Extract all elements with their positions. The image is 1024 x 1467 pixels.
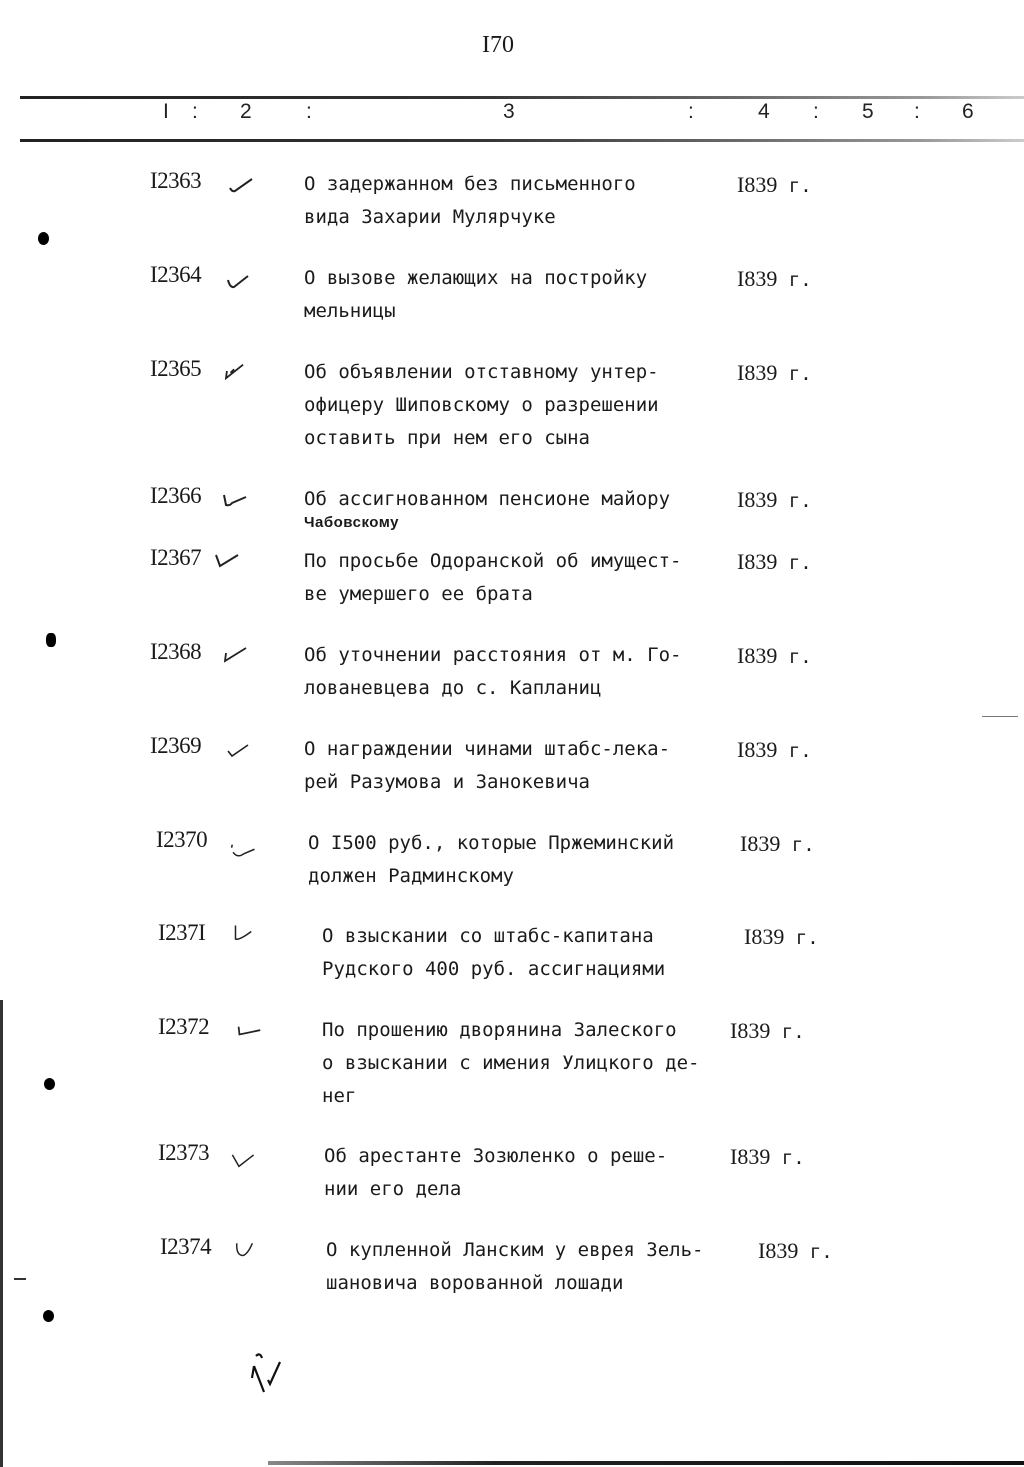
entry-number: I237I — [158, 920, 206, 945]
page-edge — [0, 1000, 3, 1467]
checkmark-icon — [230, 841, 256, 859]
page-bottom-edge — [268, 1461, 1024, 1465]
checkmark-icon — [226, 272, 252, 290]
checkmark-icon — [222, 362, 248, 380]
entry-number: I2366 — [150, 483, 202, 508]
entry-number: I2367 — [150, 545, 202, 570]
entry-year: I839 г. — [737, 266, 812, 291]
punch-hole-mark — [46, 633, 56, 647]
column-separator: : — [914, 100, 920, 123]
column-header-4: 4 — [758, 100, 770, 123]
entry-title: Об арестанте Зозюленко о реше- нии его дела — [324, 1145, 668, 1200]
entry-title: О задержанном без письменного вида Захарии Мулярчуке — [304, 173, 636, 228]
column-separator: : — [813, 100, 819, 123]
handwritten-annotation: Чабовскому — [304, 514, 400, 531]
column-header-1: I — [163, 100, 169, 123]
entry-number: I2364 — [150, 262, 202, 287]
checkmark-icon — [230, 924, 256, 942]
entry-title: О I500 руб., которые Пржеминский должен Радминскому — [308, 832, 675, 887]
checkmark-icon — [214, 551, 240, 569]
entry-year: I839 г. — [737, 360, 812, 385]
entry-title: О вызове желающих на постройку мельницы — [304, 267, 648, 322]
entry-year: I839 г. — [737, 643, 812, 668]
header-rule-bottom — [20, 139, 1024, 142]
checkmark-icon — [226, 741, 252, 759]
entry-year: I839 г. — [737, 549, 812, 574]
entry-year: I839 г. — [737, 737, 812, 762]
entry-number: I2373 — [158, 1140, 210, 1165]
punch-hole-mark — [44, 1078, 55, 1090]
entry-number: I2372 — [158, 1014, 210, 1039]
column-separator: : — [306, 100, 312, 123]
checkmark-icon — [222, 645, 248, 663]
entry-year: I839 г. — [740, 831, 815, 856]
column-separator: : — [192, 100, 198, 123]
entry-number: I2369 — [150, 733, 202, 758]
entry-number: I2365 — [150, 356, 202, 381]
entry-number: I2363 — [150, 168, 202, 193]
entry-number: I2370 — [156, 827, 208, 852]
entry-year: I839 г. — [758, 1238, 833, 1263]
entry-number: I2368 — [150, 639, 202, 664]
entry-title: О взыскании со штабс-капитана Рудского 400 руб. ассигнациями — [322, 925, 666, 980]
entry-year: I839 г. — [737, 487, 812, 512]
page-number: I70 — [482, 32, 514, 58]
signature-mark-icon — [244, 1350, 284, 1400]
checkmark-icon — [232, 1240, 258, 1258]
margin-dash-mark — [982, 716, 1018, 717]
checkmark-icon — [230, 1150, 256, 1168]
entry-title: Об объявлении отставному унтер- офицеру Шиповскому о разрешении оставить при нем его сына — [304, 361, 659, 449]
entry-title: Об ассигнованном пенсионе майору Чабовскому — [304, 488, 671, 531]
entry-title: О купленной Ланским у еврея Зель- шановича ворованной лошади — [326, 1239, 704, 1294]
punch-hole-mark — [43, 1310, 54, 1322]
entry-year: I839 г. — [744, 924, 819, 949]
column-header-5: 5 — [862, 100, 874, 123]
header-rule-top — [20, 96, 1024, 99]
column-separator: : — [688, 100, 694, 123]
entry-title: Об уточнении расстояния от м. Го- лованевцева до с. Капланиц — [304, 644, 682, 699]
entry-title: О награждении чинами штабс-лека- рей Разумова и Занокевича — [304, 738, 671, 793]
entry-year: I839 г. — [730, 1144, 805, 1169]
entry-title: По прошению дворянина Залеского о взыскании с имения Улицкого де- нег — [322, 1019, 700, 1107]
column-header-2: 2 — [240, 100, 252, 123]
checkmark-icon — [236, 1022, 262, 1040]
column-header-3: 3 — [503, 100, 515, 123]
margin-dash-mark — [14, 1278, 26, 1280]
checkmark-icon — [228, 176, 254, 194]
checkmark-icon — [222, 491, 248, 509]
punch-hole-mark — [38, 232, 49, 245]
entry-year: I839 г. — [730, 1018, 805, 1043]
column-header-6: 6 — [962, 100, 974, 123]
entry-title: По просьбе Одоранской об имущест- ве умершего ее брата — [304, 550, 682, 605]
entry-number: I2374 — [160, 1234, 212, 1259]
entry-year: I839 г. — [737, 172, 812, 197]
